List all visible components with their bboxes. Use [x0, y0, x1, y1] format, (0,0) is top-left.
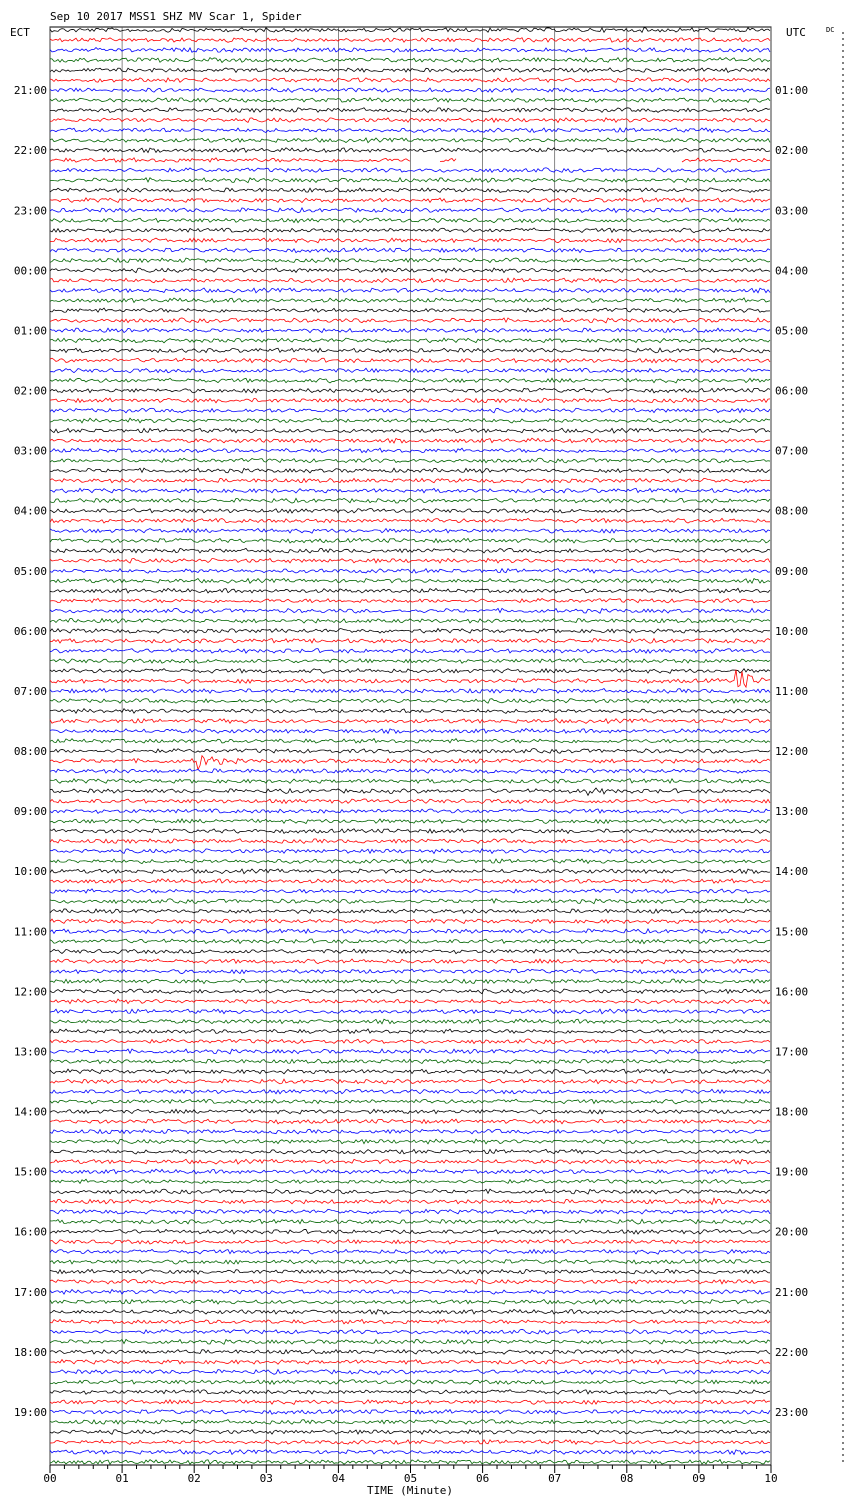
trace-row-3 [50, 58, 770, 63]
trace-row-131 [50, 1339, 770, 1344]
left-axis-label: ECT [10, 26, 30, 39]
trace-row-137 [50, 1400, 770, 1405]
trace-row-26 [50, 288, 770, 293]
right-hour-label: 07:00 [775, 444, 809, 458]
trace-row-78 [50, 809, 770, 814]
trace-row-127 [50, 1300, 770, 1305]
trace-row-40 [50, 428, 770, 433]
trace-row-8 [50, 108, 770, 113]
left-hour-label: 07:00 [13, 684, 47, 698]
trace-row-41 [50, 438, 770, 443]
trace-row-55 [50, 578, 770, 583]
trace-row-134 [50, 1370, 770, 1375]
trace-row-138 [50, 1410, 770, 1415]
trace-row-90 [50, 929, 770, 934]
trace-row-117 [50, 1198, 770, 1204]
left-hour-label: 15:00 [13, 1165, 47, 1179]
seismic-traces [50, 28, 770, 1465]
trace-row-82 [50, 849, 770, 854]
trace-row-22 [50, 248, 770, 253]
right-hour-label: 08:00 [775, 504, 809, 518]
left-hour-label: 00:00 [13, 264, 47, 278]
trace-row-113 [50, 1159, 770, 1164]
trace-row-13 [50, 158, 770, 162]
trace-row-65 [50, 670, 770, 688]
right-hour-label: 09:00 [775, 564, 809, 578]
trace-row-135 [50, 1380, 770, 1385]
trace-row-58 [50, 608, 770, 613]
x-tick-label: 09 [692, 1472, 706, 1485]
trace-row-25 [50, 278, 770, 283]
trace-row-61 [50, 639, 770, 644]
right-hour-label: 15:00 [775, 925, 809, 939]
trace-row-100 [50, 1029, 770, 1033]
trace-row-118 [50, 1209, 770, 1214]
trace-row-21 [50, 238, 770, 243]
trace-row-133 [50, 1360, 770, 1365]
trace-row-87 [50, 899, 770, 904]
trace-row-24 [50, 268, 770, 273]
left-hour-label: 06:00 [13, 624, 47, 638]
left-hour-label: 22:00 [13, 144, 47, 158]
left-hour-label: 01:00 [13, 324, 47, 338]
trace-row-101 [50, 1039, 770, 1044]
trace-row-83 [50, 859, 770, 864]
trace-row-31 [50, 338, 770, 343]
trace-row-53 [50, 558, 770, 563]
trace-row-63 [50, 659, 770, 664]
trace-row-112 [50, 1149, 770, 1154]
x-tick-label: 05 [403, 1472, 418, 1485]
trace-row-88 [50, 909, 770, 913]
trace-row-81 [50, 839, 770, 844]
trace-row-17 [50, 198, 770, 203]
x-tick-label: 03 [259, 1472, 273, 1485]
trace-row-7 [50, 98, 770, 103]
trace-row-86 [50, 889, 770, 893]
trace-row-99 [50, 1019, 770, 1024]
right-hour-label: 03:00 [775, 204, 809, 218]
x-axis [43, 1465, 777, 1485]
trace-row-59 [50, 619, 770, 623]
trace-row-126 [50, 1289, 770, 1294]
trace-row-69 [50, 719, 770, 724]
right-hour-label: 16:00 [775, 985, 809, 999]
trace-row-84 [50, 869, 770, 874]
right-hour-label: 02:00 [775, 144, 809, 158]
trace-row-70 [50, 729, 770, 734]
trace-row-139 [50, 1420, 770, 1425]
trace-row-108 [50, 1109, 770, 1114]
trace-row-29 [50, 318, 770, 323]
trace-row-5 [50, 78, 770, 83]
right-hour-label: 21:00 [775, 1285, 809, 1299]
right-hour-label: 14:00 [775, 865, 809, 879]
trace-row-67 [50, 699, 770, 704]
left-hour-label: 21:00 [13, 84, 47, 98]
right-time-labels [775, 84, 808, 1419]
x-tick-label: 02 [187, 1472, 201, 1485]
trace-row-18 [50, 208, 770, 213]
trace-row-114 [50, 1169, 770, 1174]
trace-row-49 [50, 518, 770, 523]
right-hour-label: 18:00 [775, 1105, 809, 1119]
x-tick-label: 01 [115, 1472, 129, 1485]
right-hour-label: 04:00 [775, 264, 809, 278]
x-tick-label: 08 [620, 1472, 634, 1485]
right-hour-label: 06:00 [775, 384, 809, 398]
left-hour-label: 23:00 [13, 204, 47, 218]
trace-row-28 [50, 308, 770, 312]
trace-row-124 [50, 1269, 770, 1274]
trace-row-72 [50, 749, 770, 754]
left-hour-label: 16:00 [13, 1225, 47, 1239]
trace-row-14 [50, 168, 770, 173]
trace-row-132 [50, 1350, 770, 1355]
trace-row-96 [50, 989, 770, 994]
trace-row-34 [50, 368, 770, 373]
trace-row-27 [50, 298, 770, 303]
trace-row-121 [50, 1240, 770, 1245]
trace-row-66 [50, 689, 770, 694]
trace-row-30 [50, 328, 770, 332]
trace-row-75 [50, 779, 770, 784]
left-hour-label: 11:00 [13, 925, 47, 939]
trace-row-92 [50, 949, 770, 954]
trace-row-32 [50, 348, 770, 353]
trace-row-98 [50, 1009, 770, 1014]
x-axis-label: TIME (Minute) [366, 1484, 454, 1497]
trace-row-107 [50, 1099, 770, 1104]
trace-row-109 [50, 1119, 770, 1124]
dc-label: DC [826, 26, 835, 34]
trace-row-85 [50, 879, 770, 884]
trace-row-51 [50, 538, 770, 543]
right-hour-label: 20:00 [775, 1225, 809, 1239]
left-hour-label: 04:00 [13, 504, 47, 518]
trace-row-140 [50, 1430, 770, 1435]
minute-gridlines [50, 27, 771, 1465]
trace-row-20 [50, 228, 770, 233]
trace-row-115 [50, 1179, 770, 1183]
trace-row-129 [50, 1319, 770, 1323]
trace-row-79 [50, 819, 770, 824]
trace-row-35 [50, 378, 770, 383]
trace-row-54 [50, 569, 770, 574]
left-hour-label: 05:00 [13, 564, 47, 578]
trace-row-60 [50, 629, 770, 634]
trace-row-42 [50, 448, 770, 452]
trace-row-47 [50, 498, 770, 503]
trace-row-71 [50, 739, 770, 743]
x-tick-label: 07 [548, 1472, 562, 1485]
right-hour-label: 10:00 [775, 624, 809, 638]
trace-row-102 [50, 1049, 770, 1054]
x-tick-label: 04 [331, 1472, 346, 1485]
trace-row-39 [50, 418, 770, 423]
left-hour-label: 13:00 [13, 1045, 47, 1059]
x-tick-label: 06 [475, 1472, 490, 1485]
trace-row-111 [50, 1139, 770, 1144]
trace-row-130 [50, 1329, 770, 1334]
trace-row-38 [50, 408, 770, 413]
right-hour-label: 01:00 [775, 84, 809, 98]
trace-row-116 [50, 1189, 770, 1194]
right-hour-label: 13:00 [775, 805, 809, 819]
trace-row-122 [50, 1249, 770, 1254]
trace-row-125 [50, 1279, 770, 1284]
right-hour-label: 19:00 [775, 1165, 809, 1179]
trace-row-119 [50, 1219, 770, 1224]
right-hour-label: 22:00 [775, 1345, 809, 1359]
trace-row-48 [50, 509, 770, 514]
trace-row-2 [50, 48, 770, 53]
right-hour-label: 17:00 [775, 1045, 809, 1059]
trace-row-11 [50, 138, 770, 143]
trace-row-62 [50, 649, 770, 654]
trace-row-64 [50, 669, 770, 674]
trace-row-143 [50, 1460, 770, 1465]
trace-row-50 [50, 528, 770, 533]
trace-row-4 [50, 68, 770, 73]
trace-row-95 [50, 979, 770, 984]
left-hour-label: 12:00 [13, 985, 47, 999]
trace-row-52 [50, 548, 770, 553]
trace-row-136 [50, 1390, 770, 1395]
trace-row-106 [50, 1089, 770, 1094]
trace-row-57 [50, 598, 770, 602]
trace-row-105 [50, 1079, 770, 1084]
trace-row-77 [50, 799, 770, 804]
trace-row-104 [50, 1069, 770, 1074]
trace-row-19 [50, 218, 770, 223]
trace-row-33 [50, 358, 770, 363]
trace-row-142 [50, 1450, 770, 1455]
trace-row-89 [50, 919, 770, 924]
trace-row-44 [50, 468, 770, 473]
trace-row-43 [50, 458, 770, 463]
left-hour-label: 09:00 [13, 805, 47, 819]
left-hour-label: 02:00 [13, 384, 47, 398]
trace-row-97 [50, 999, 770, 1004]
trace-row-12 [50, 148, 770, 153]
trace-row-123 [50, 1259, 770, 1264]
trace-row-76 [50, 788, 770, 795]
trace-row-80 [50, 829, 770, 834]
trace-row-37 [50, 398, 770, 403]
trace-row-74 [50, 769, 770, 774]
trace-row-91 [50, 939, 770, 944]
trace-row-45 [50, 478, 770, 483]
trace-row-93 [50, 959, 770, 964]
trace-row-0 [50, 28, 770, 33]
right-hour-label: 12:00 [775, 745, 809, 759]
right-hour-label: 05:00 [775, 324, 809, 338]
trace-row-73 [50, 756, 770, 770]
trace-row-9 [50, 118, 770, 123]
trace-row-120 [50, 1229, 770, 1234]
trace-row-110 [50, 1129, 770, 1134]
trace-row-141 [50, 1440, 770, 1445]
right-hour-label: 11:00 [775, 684, 809, 698]
trace-row-56 [50, 588, 770, 593]
trace-row-36 [50, 388, 770, 393]
x-tick-label: 10 [764, 1472, 778, 1485]
trace-row-46 [50, 488, 770, 493]
trace-row-10 [50, 128, 770, 133]
chart-title: Sep 10 2017 MSS1 SHZ MV Scar 1, Spider [50, 10, 302, 23]
left-hour-label: 17:00 [13, 1285, 47, 1299]
left-hour-label: 08:00 [13, 745, 47, 759]
trace-row-1 [50, 38, 770, 43]
left-hour-label: 03:00 [13, 444, 47, 458]
left-hour-label: 14:00 [13, 1105, 47, 1119]
left-time-labels [14, 84, 47, 1419]
trace-row-15 [50, 178, 770, 183]
trace-row-6 [50, 88, 770, 93]
x-tick-label: 00 [43, 1472, 57, 1485]
left-hour-label: 10:00 [13, 865, 47, 879]
left-hour-label: 18:00 [13, 1345, 47, 1359]
right-axis-label: UTC [786, 26, 806, 39]
left-hour-label: 19:00 [13, 1405, 47, 1419]
trace-row-23 [50, 258, 770, 263]
trace-row-94 [50, 969, 770, 974]
trace-row-128 [50, 1309, 770, 1314]
trace-row-103 [50, 1059, 770, 1064]
trace-row-68 [50, 709, 770, 714]
trace-row-16 [50, 188, 770, 193]
right-hour-label: 23:00 [775, 1405, 809, 1419]
